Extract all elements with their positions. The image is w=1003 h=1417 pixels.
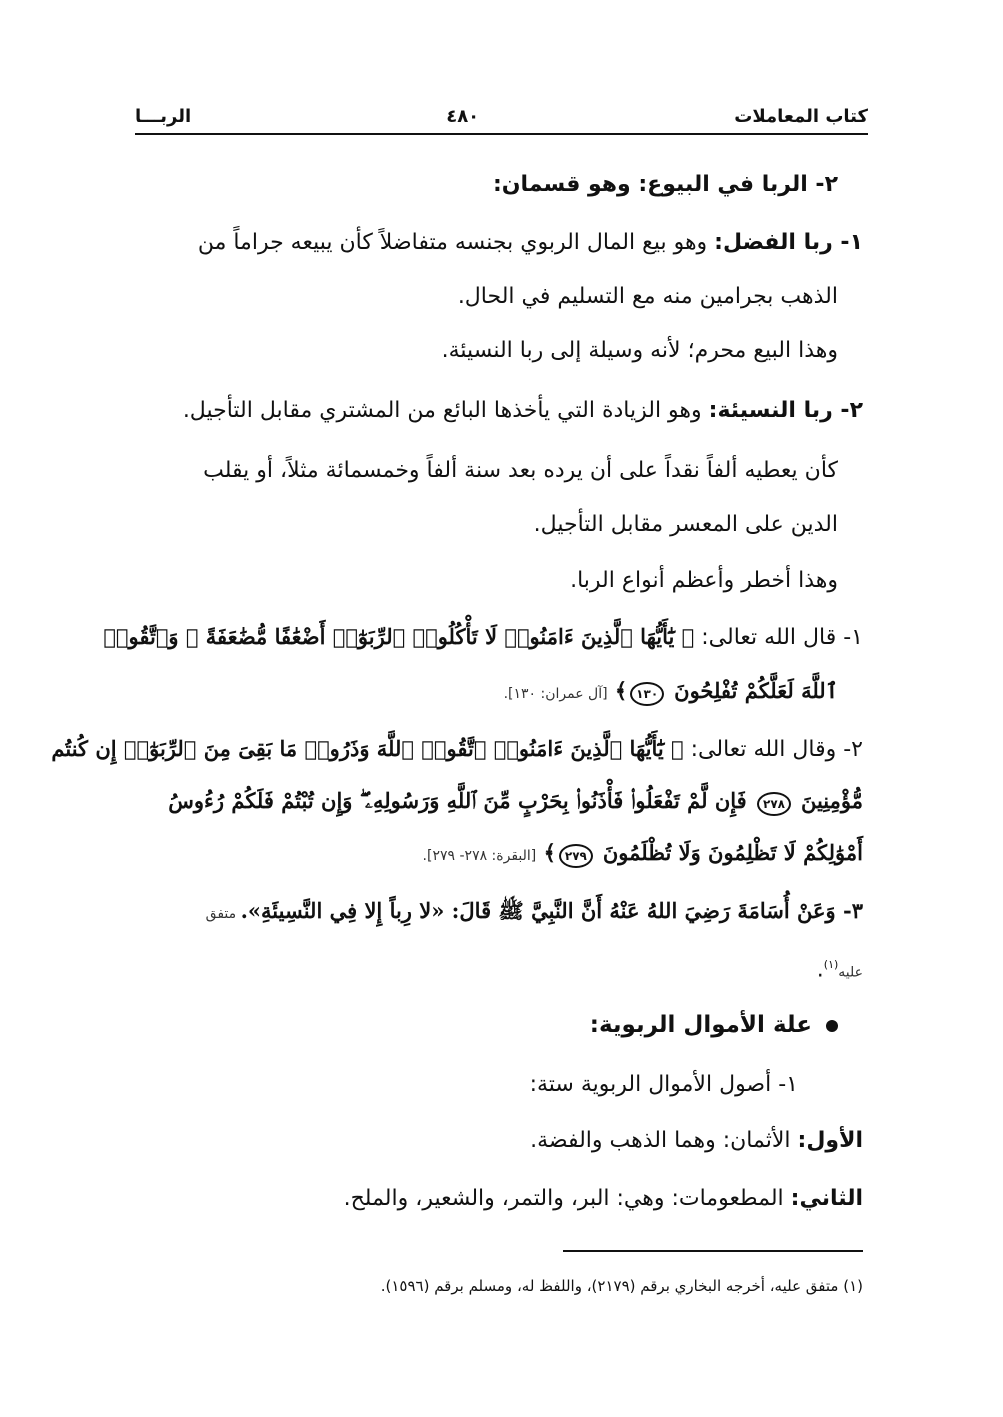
second-category — [344, 1184, 863, 1214]
quran-close-bracket: ﴾ — [536, 840, 556, 865]
riba-fadl-paragraph — [198, 228, 863, 258]
riba-fadl-line2: الذهب بجرامين منه مع التسليم في الحال. — [457, 284, 838, 309]
section-heading-text: علة الأموال الربوية: — [589, 1012, 812, 1038]
riba-fadl-text: وهو بيع المال الربوي بجنسه متفاضلاً كأن يبيعه جراماً من — [197, 230, 715, 255]
evidence-2-line2 — [168, 786, 863, 817]
footnote: (١) متفق عليه، أخرجه البخاري برقم (٢١٧٩)، واللفظ له، ومسلم برقم (١٥٩٦). — [380, 1277, 863, 1295]
quran-verse-1-end: ٱللَّهَ لَعَلَّكُمْ تُفْلِحُونَ — [674, 678, 838, 703]
first-label: الأول: — [797, 1128, 863, 1153]
period: . — [816, 957, 824, 983]
quran-close-bracket: ﴾ — [607, 678, 628, 703]
evidence-1-intro: ١- قال الله تعالى: — [694, 625, 863, 650]
chapter-title: الربـــا — [135, 105, 192, 127]
verse-reference: [البقرة: ٢٧٨- ٢٧٩]. — [422, 848, 537, 864]
riba-nasiah-term: ٢- ربا النسيئة: — [708, 398, 863, 423]
quran-verse-2-part: مُّؤْمِنِينَ — [800, 788, 863, 813]
quran-verse-2-end: أَمْوَٰلِكُمْ لَا تَظْلِمُونَ وَلَا تُظْلَمُونَ — [602, 840, 863, 865]
riba-nasiah-text: وهو الزيادة التي يأخذها البائع من المشتري مقابل التأجيل. — [182, 398, 709, 423]
header-rule — [135, 133, 868, 135]
aya-number-icon: ١٣٠ — [630, 682, 664, 706]
second-text: المطعومات: وهي: البر، والتمر، والشعير، والملح. — [343, 1186, 791, 1211]
quran-verse-1: ﴿ يَٰٓأَيُّهَا ٱلَّذِينَ ءَامَنُوا۟ لَا تَأْكُلُوا۟ ٱلرِّبَوٰٓا۟ أَضْعَٰفًا مُّضَٰعَفَةً ۖ وَٱتَّقُوا۟ — [103, 624, 695, 649]
evidence-3-hadith — [206, 896, 863, 929]
footnote-marker[interactable]: (١) — [823, 958, 839, 971]
bullet-icon — [826, 1020, 838, 1032]
riba-in-sales-heading: ٢- الربا في البيوع: وهو قسمان: — [492, 172, 838, 197]
hadith-grading: متفق — [205, 906, 241, 922]
riba-nasiah-paragraph — [183, 396, 863, 426]
quran-verse-2: ﴿ يَٰٓأَيُّهَا ٱلَّذِينَ ءَامَنُوا۟ ٱتَّقُوا۟ ٱللَّهَ وَذَرُوا۟ مَا بَقِىَ مِنَ ٱلرِّبَوٰٓا۟ إِن كُنتُم — [51, 736, 684, 761]
hadith-grading-end: عليه — [838, 964, 863, 981]
evidence-1 — [103, 622, 863, 653]
verse-reference: [آل عمران: ١٣٠]. — [503, 686, 608, 702]
second-label: الثاني: — [790, 1186, 863, 1211]
evidence-2 — [51, 734, 863, 765]
riba-fadl-term: ١- ربا الفضل: — [714, 230, 863, 255]
evidence-3-line2 — [817, 950, 863, 987]
riba-fadl-ruling: وهذا البيع محرم؛ لأنه وسيلة إلى ربا النسيئة. — [441, 338, 838, 363]
evidence-2-line3 — [423, 838, 863, 871]
evidence-2-intro: ٢- وقال الله تعالى: — [683, 737, 863, 762]
riba-nasiah-example: كأن يعطيه ألفاً نقداً على أن يرده بعد سنة ألفاً وخمسمائة مثلاً، أو يقلب — [203, 458, 838, 483]
book-title: كتاب المعاملات — [734, 105, 868, 127]
evidence-1-line2 — [504, 676, 838, 709]
riba-nasiah-example-line2: الدين على المعسر مقابل التأجيل. — [533, 512, 838, 537]
hadith-text: ٣- وَعَنْ أُسَامَةَ رَضِيَ اللهُ عَنْهُ أَنَّ النَّبِيَّ ﷺ قَالَ: «لا رِباً إِلا فِي النَّسِيئَةِ». — [240, 898, 863, 923]
footnote-rule — [563, 1250, 863, 1252]
origins-intro: ١- أصول الأموال الربوية ستة: — [529, 1072, 798, 1097]
running-header — [135, 102, 868, 130]
first-category — [530, 1126, 863, 1156]
aya-number-icon: ٢٧٨ — [757, 792, 791, 816]
first-text: الأثمان: وهما الذهب والفضة. — [530, 1128, 798, 1153]
quran-verse-2-cont: فَإِن لَّمْ تَفْعَلُوا۟ فَأْذَنُوا۟ بِحَرْبٍ مِّنَ ٱللَّهِ وَرَسُولِهِۦ ۖ وَإِن تُبْتُمْ فَلَكُمْ رُءُوسُ — [168, 788, 754, 813]
riba-nasiah-ruling: وهذا أخطر وأعظم أنواع الربا. — [570, 568, 838, 593]
section-heading — [590, 1010, 838, 1040]
aya-number-icon: ٢٧٩ — [559, 844, 593, 868]
page-number: ٤٨٠ — [446, 105, 480, 127]
